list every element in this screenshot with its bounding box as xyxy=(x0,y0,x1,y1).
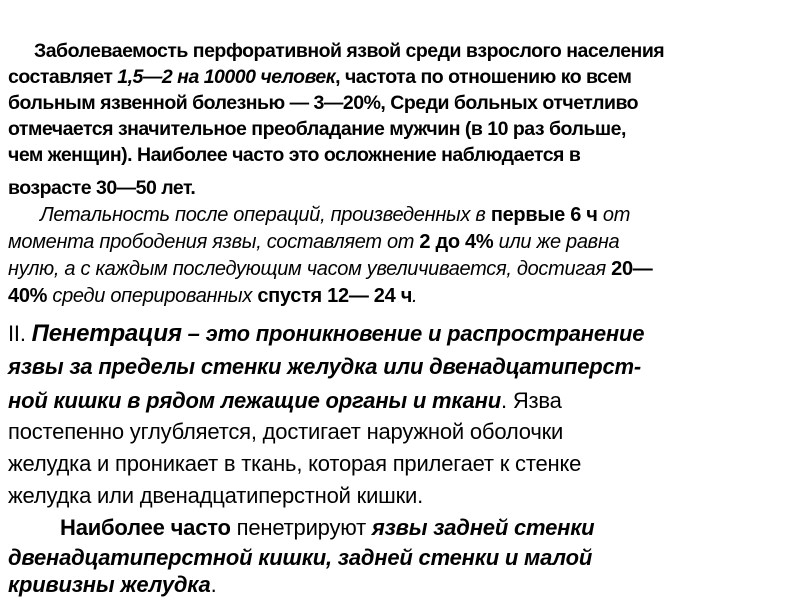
p3-line-1 xyxy=(8,320,644,348)
p1-line-2-c: , частота по отношению ко всем xyxy=(335,66,632,88)
p3-line-1-c: – это проникновение и распространение xyxy=(181,321,645,346)
p1-line-4 xyxy=(8,118,626,141)
p1-line-2-a: составляет xyxy=(8,66,118,88)
p1-line-2 xyxy=(8,66,631,89)
p2-line-3 xyxy=(8,258,652,281)
p2-line-1-bold: первые 6 ч xyxy=(490,204,598,226)
p4-line-1-b: пенетрируют xyxy=(230,515,372,540)
p2-line-4-d: . xyxy=(412,285,418,307)
p4-line-3 xyxy=(8,572,216,598)
p1-line-5 xyxy=(8,144,580,167)
p3-line-1-a: II. xyxy=(8,321,32,346)
p4-line-2 xyxy=(8,545,592,571)
p1-line-1-text: Заболеваемость перфоративной язвой среди взрослого населения xyxy=(34,40,665,62)
p2-line-2 xyxy=(8,231,619,254)
p1-line-1 xyxy=(34,40,664,63)
p1-line-6-text: возрасте 30—50 лет. xyxy=(8,177,196,199)
p2-line-1-c: от xyxy=(597,204,631,226)
p3-line-5 xyxy=(8,451,581,477)
p4-line-2-text: двенадцатиперстной кишки, задней стенки и малой xyxy=(8,545,593,570)
p3-line-5-text: желудка и проникает в ткань, которая прилегает к стенке xyxy=(8,451,582,476)
p4-line-3-b: . xyxy=(210,572,217,597)
p1-line-6 xyxy=(8,177,195,200)
p3-line-6 xyxy=(8,483,423,509)
p2-line-1-a: Летальность после операций, произведенных в xyxy=(40,204,491,226)
p2-line-3-bold: 20— xyxy=(611,258,653,280)
p4-line-1-bold-italic: язвы задней стенки xyxy=(371,515,595,540)
p3-line-6-text: желудка или двенадцатиперстной кишки. xyxy=(8,483,424,508)
p2-line-4-b: среди оперированных xyxy=(47,285,258,307)
p3-line-2-text: язвы за пределы стенки желудка или двенадцатиперст- xyxy=(8,354,642,379)
p2-line-2-c: или же равна xyxy=(493,231,620,253)
p3-line-3-b: . Язва xyxy=(501,388,562,413)
p2-line-4-bold-a: 40% xyxy=(8,285,48,307)
p4-line-3-bold-italic: кривизны желудка xyxy=(8,572,211,597)
p1-line-3 xyxy=(8,92,638,115)
p1-line-3-text: больным язвенной болезнью — 3—20%, Среди больных отчетливо xyxy=(8,92,639,114)
p3-heading-term: Пенетрация xyxy=(31,320,182,347)
p2-line-4 xyxy=(8,285,417,308)
p3-line-3 xyxy=(8,388,562,414)
p1-line-5-text: чем женщин). Наиболее часто это осложнение наблюдается в xyxy=(8,144,581,166)
p4-line-1 xyxy=(60,515,594,541)
p1-line-4-text: отмечается значительное преобладание мужчин (в 10 раз больше, xyxy=(8,118,626,140)
p2-line-2-a: момента прободения язвы, составляет от xyxy=(8,231,420,253)
p3-line-3-bold-italic: ной кишки в рядом лежащие органы и ткани xyxy=(8,388,501,413)
p3-line-4 xyxy=(8,419,563,445)
p2-line-3-a: нулю, а с каждым последующим часом увеличивается, достигая xyxy=(8,258,612,280)
p1-line-2-italic: 1,5—2 на 10000 человек xyxy=(117,66,336,88)
p4-line-1-bold: Наиболее часто xyxy=(60,515,231,540)
p3-line-4-text: постепенно углубляется, достигает наружной оболочки xyxy=(8,419,564,444)
p3-line-2 xyxy=(8,354,641,380)
p2-line-4-bold-c: спустя 12— 24 ч xyxy=(257,285,413,307)
p2-line-2-bold: 2 до 4% xyxy=(419,231,494,253)
p2-line-1 xyxy=(40,204,630,227)
